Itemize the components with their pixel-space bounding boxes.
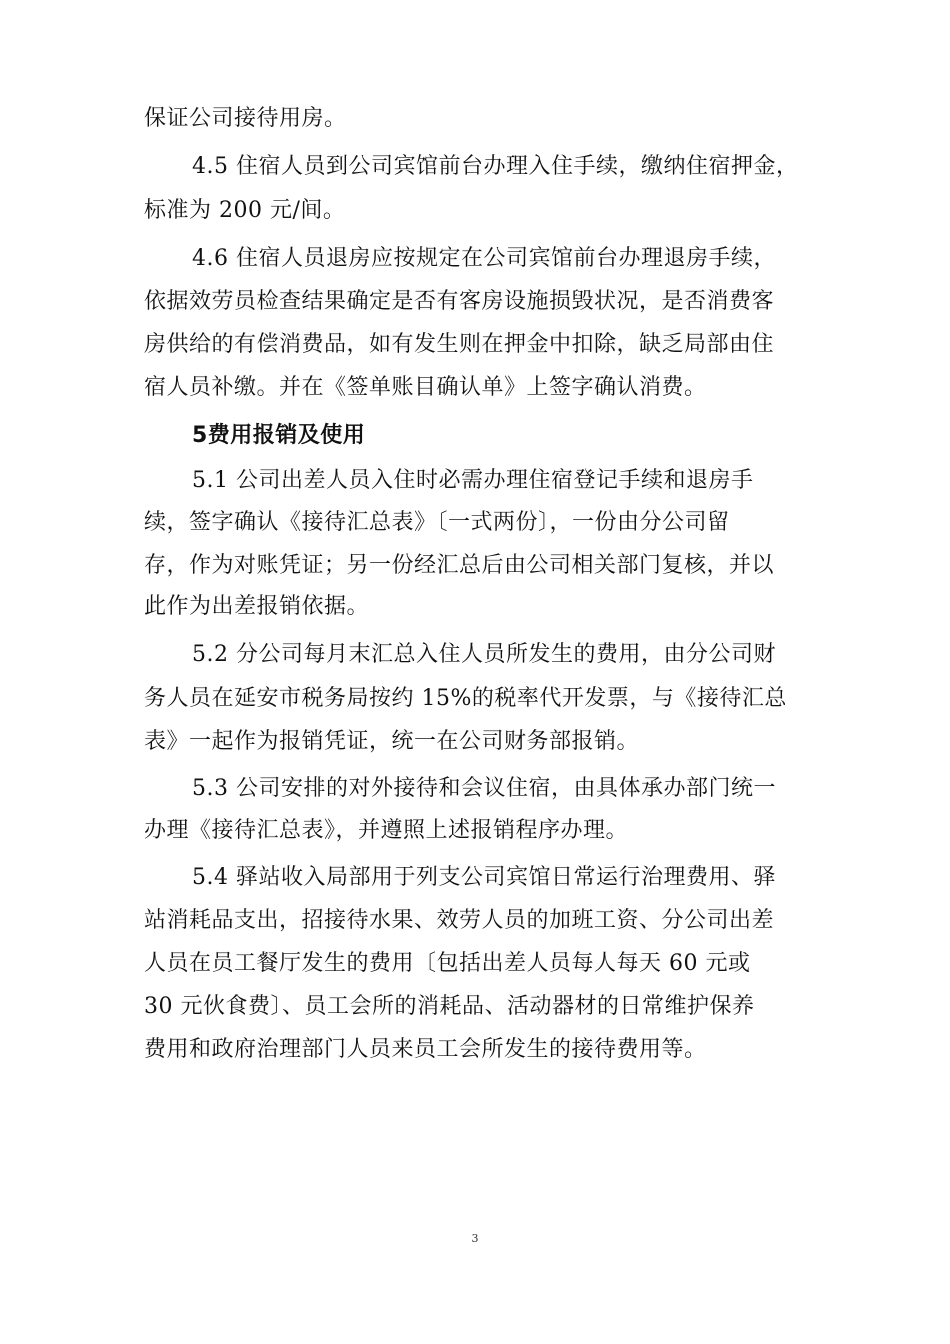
paragraph-line: 办理《接待汇总表》，并遵照上述报销程序办理。 [144, 818, 629, 843]
paragraph-line: 5.1 公司出差人员入住时必需办理住宿登记手续和退房手 [192, 468, 754, 493]
paragraph-line: 宿人员补缴。并在《签单账目确认单》上签字确认消费。 [144, 375, 707, 400]
paragraph-line: 5.3 公司安排的对外接待和会议住宿，由具体承办部门统一 [192, 776, 776, 801]
paragraph-line: 依据效劳员检查结果确定是否有客房设施损毁状况，是否消费客 [144, 289, 775, 314]
paragraph-line: 人员在员工餐厅发生的费用〔包括出差人员每人每天 60 元或 [144, 951, 751, 976]
paragraph-line: 站消耗品支出，招接待水果、效劳人员的加班工资、分公司出差 [144, 908, 775, 933]
paragraph-line: 5.4 驿站收入局部用于列支公司宾馆日常运行治理费用、驿 [192, 865, 776, 890]
paragraph-line: 务人员在延安市税务局按约 15%的税率代开发票，与《接待汇总 [144, 686, 787, 711]
paragraph-line: 4.5 住宿人员到公司宾馆前台办理入住手续，缴纳住宿押金， [192, 154, 799, 179]
paragraph-line: 续，签字确认《接待汇总表》〔一式两份〕，一份由分公司留 [144, 510, 730, 535]
section-heading: 5费用报销及使用 [192, 423, 366, 448]
paragraph-line: 标准为 200 元/间。 [144, 198, 346, 223]
paragraph-line: 保证公司接待用房。 [144, 106, 347, 131]
paragraph-line: 存，作为对账凭证；另一份经汇总后由公司相关部门复核，并以 [144, 553, 775, 578]
paragraph-line: 费用和政府治理部门人员来员工会所发生的接待费用等。 [144, 1037, 707, 1062]
paragraph-line: 此作为出差报销依据。 [144, 594, 370, 619]
page-number: 3 [471, 1232, 479, 1245]
paragraph-line: 4.6 住宿人员退房应按规定在公司宾馆前台办理退房手续， [192, 246, 776, 271]
paragraph-line: 表》一起作为报销凭证，统一在公司财务部报销。 [144, 729, 640, 754]
paragraph-line: 30 元伙食费〕、员工会所的消耗品、活动器材的日常维护保养 [144, 994, 755, 1019]
paragraph-line: 5.2 分公司每月末汇总入住人员所发生的费用，由分公司财 [192, 642, 776, 667]
paragraph-line: 房供给的有偿消费品，如有发生则在押金中扣除，缺乏局部由住 [144, 332, 775, 357]
